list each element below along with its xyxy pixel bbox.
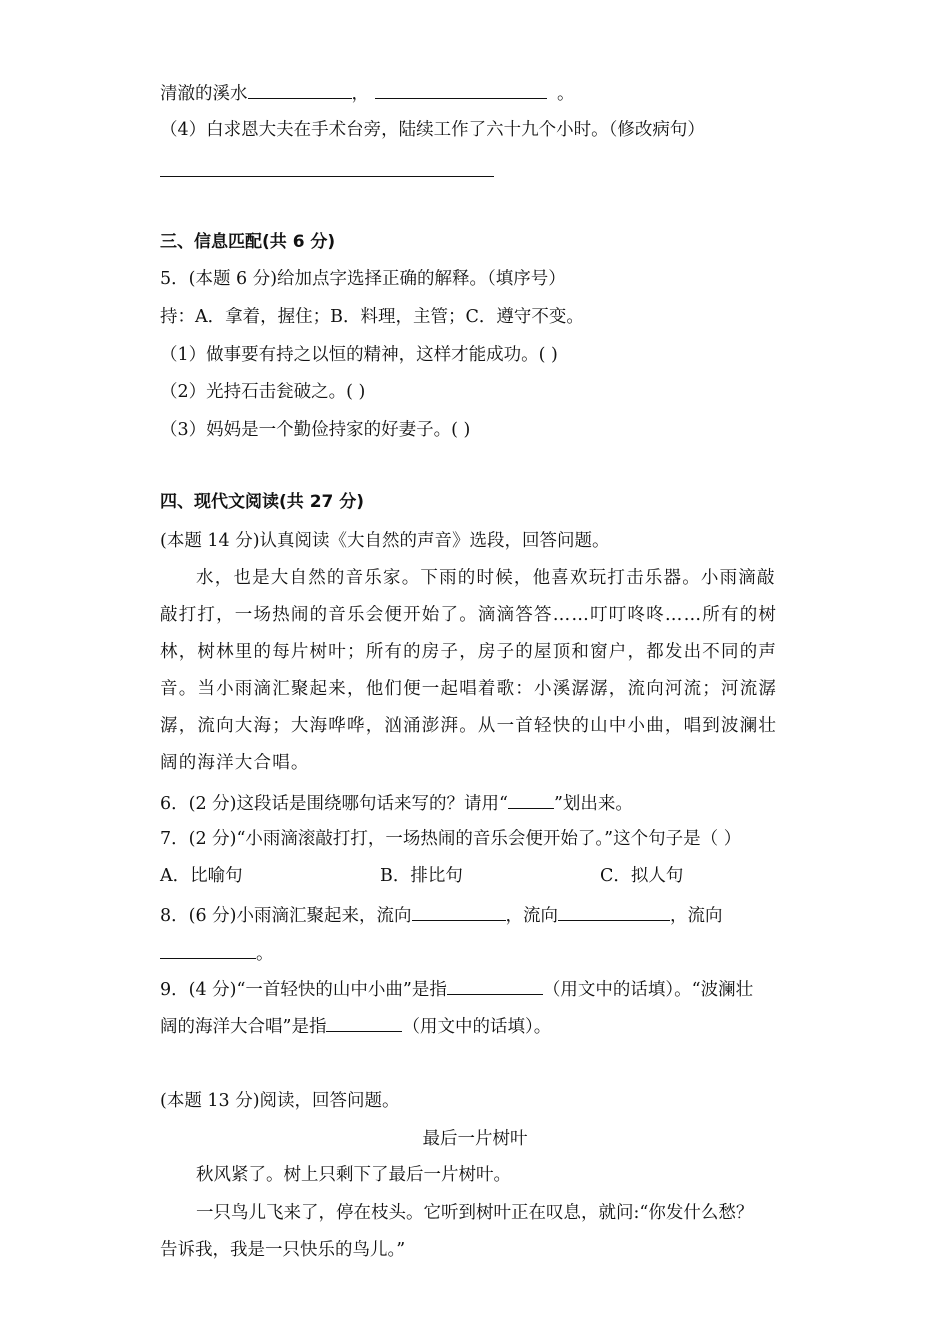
passage-2-line: 一只鸟儿飞来了，停在枝头。它听到树叶正在叹息，就问:“你发什么愁？	[196, 1203, 754, 1223]
fill-line-stream	[160, 80, 575, 106]
q8-text: ，流向	[670, 906, 723, 926]
passage-1-line: 林，树林里的每片树叶；所有的房子，房子的屋顶和窗户，都发出不同的声	[160, 642, 778, 662]
answer-blank[interactable]	[375, 80, 547, 99]
q9-text: 阔的海洋大合唱”是指	[160, 1017, 327, 1037]
passage-1-line: 潺，流向大海；大海哗哗，汹涌澎湃。从一首轻快的山中小曲，唱到波澜壮	[160, 716, 778, 736]
q7-options	[160, 864, 683, 888]
q6-text: 6．(2 分)这段话是围绕哪句话来写的？请用“	[160, 794, 508, 814]
item-4-text: （4）白求恩大夫在手术台旁，陆续工作了六十九个小时。（修改病句）	[160, 120, 705, 140]
stream-text: 清澈的溪水	[160, 84, 248, 104]
section-3-heading: 三、信息匹配(共 6 分)	[160, 232, 336, 252]
passage-2-line: 告诉我，我是一只快乐的鸟儿。”	[160, 1240, 406, 1260]
answer-blank[interactable]	[558, 902, 670, 921]
passage-1-line: 阔的海洋大合唱。	[160, 753, 310, 773]
q5-item-2: （2）光持石击瓮破之。( )	[160, 382, 366, 402]
question-8	[160, 902, 723, 928]
passage-1-intro: (本题 14 分)认真阅读《大自然的声音》选段，回答问题。	[160, 531, 610, 551]
question-9	[160, 976, 753, 1002]
answer-blank[interactable]	[508, 790, 554, 809]
option-b[interactable]: B．排比句	[380, 866, 463, 886]
answer-blank[interactable]	[447, 976, 543, 995]
q8-text: ，流向	[505, 906, 558, 926]
q9-text: （用文中的话填）。	[402, 1017, 552, 1037]
option-c[interactable]: C．拟人句	[600, 866, 684, 886]
q9-text: 9．(4 分)“一首轻快的山中小曲”是指	[160, 980, 447, 1000]
q9-text: （用文中的话填）。“波澜壮	[542, 980, 754, 1000]
q5-item-3: （3）妈妈是一个勤俭持家的好妻子。( )	[160, 420, 471, 440]
option-a[interactable]: A．比喻句	[160, 866, 243, 886]
q5-item-1: （1）做事要有持之以恒的精神，这样才能成功。( )	[160, 345, 558, 365]
section-4-heading: 四、现代文阅读(共 27 分)	[160, 492, 365, 512]
question-5: 5．(本题 6 分)给加点字选择正确的解释。（填序号）	[160, 269, 566, 289]
definitions: 持：A．拿着，握住；B．料理，主管；C．遵守不变。	[160, 307, 584, 327]
answer-blank[interactable]	[326, 1013, 402, 1032]
question-7: 7．(2 分)“小雨滴滚敲打打，一场热闹的音乐会便开始了。”这个句子是（ ）	[160, 829, 742, 849]
passage-2-title: 最后一片树叶	[422, 1129, 528, 1149]
passage-1-line: 水，也是大自然的音乐家。下雨的时候，他喜欢玩打击乐器。小雨滴敲	[196, 568, 776, 588]
q8-end: 。	[256, 944, 274, 964]
passage-2-line: 秋风紧了。树上只剩下了最后一片树叶。	[196, 1165, 511, 1185]
q6-text-end: ”划出来。	[553, 794, 633, 814]
q8-text: 8．(6 分)小雨滴汇聚起来，流向	[160, 906, 412, 926]
answer-blank[interactable]	[248, 80, 352, 99]
passage-1-line: 音。当小雨滴汇聚起来，他们便一起唱着歌：小溪潺潺，流向河流；河流潺	[160, 679, 778, 699]
comma: ，	[351, 84, 369, 104]
answer-blank[interactable]	[412, 902, 506, 921]
passage-1-line: 敲打打，一场热闹的音乐会便开始了。滴滴答答……叮叮咚咚……所有的树	[160, 605, 778, 625]
question-9-cont	[160, 1013, 551, 1039]
question-8-cont	[160, 940, 274, 966]
answer-blank[interactable]	[160, 940, 256, 959]
question-6	[160, 790, 633, 816]
passage-2-intro: (本题 13 分)阅读，回答问题。	[160, 1091, 400, 1111]
period: 。	[557, 84, 575, 104]
answer-line[interactable]	[160, 176, 494, 177]
